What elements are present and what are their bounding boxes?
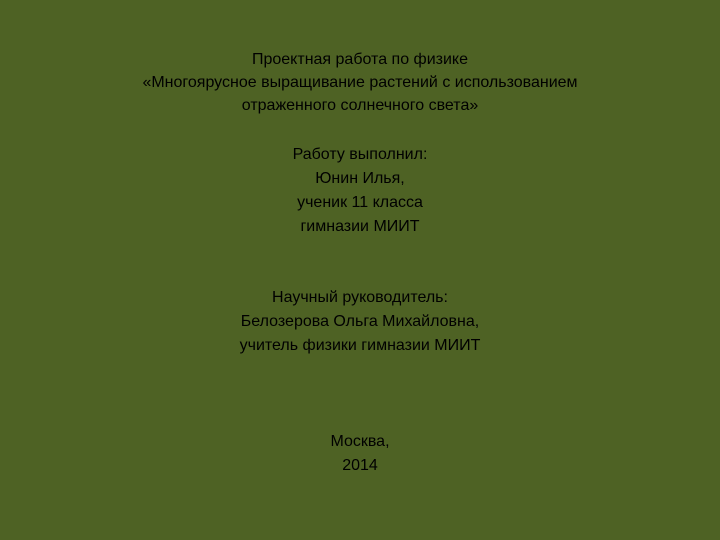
author-heading: Работу выполнил: bbox=[292, 146, 428, 163]
author-school: гимназии МИИТ bbox=[300, 218, 420, 235]
title-line-1: Проектная работа по физике bbox=[251, 51, 468, 68]
city: Москва, bbox=[330, 433, 390, 450]
title-line-3: отраженного солнечного света» bbox=[241, 97, 479, 114]
author-name: Юнин Илья, bbox=[315, 170, 405, 187]
title-line-2: «Многоярусное выращивание растений с использованием bbox=[142, 74, 578, 91]
author-grade: ученик 11 класса bbox=[297, 194, 423, 211]
project-title bbox=[0, 48, 720, 117]
advisor-heading: Научный руководитель: bbox=[272, 289, 448, 306]
advisor-info bbox=[0, 286, 720, 358]
advisor-name: Белозерова Ольга Михайловна, bbox=[240, 313, 480, 330]
place-and-year bbox=[0, 430, 720, 478]
year: 2014 bbox=[342, 457, 378, 474]
advisor-position: учитель физики гимназии МИИТ bbox=[239, 337, 481, 354]
author-info bbox=[0, 143, 720, 239]
